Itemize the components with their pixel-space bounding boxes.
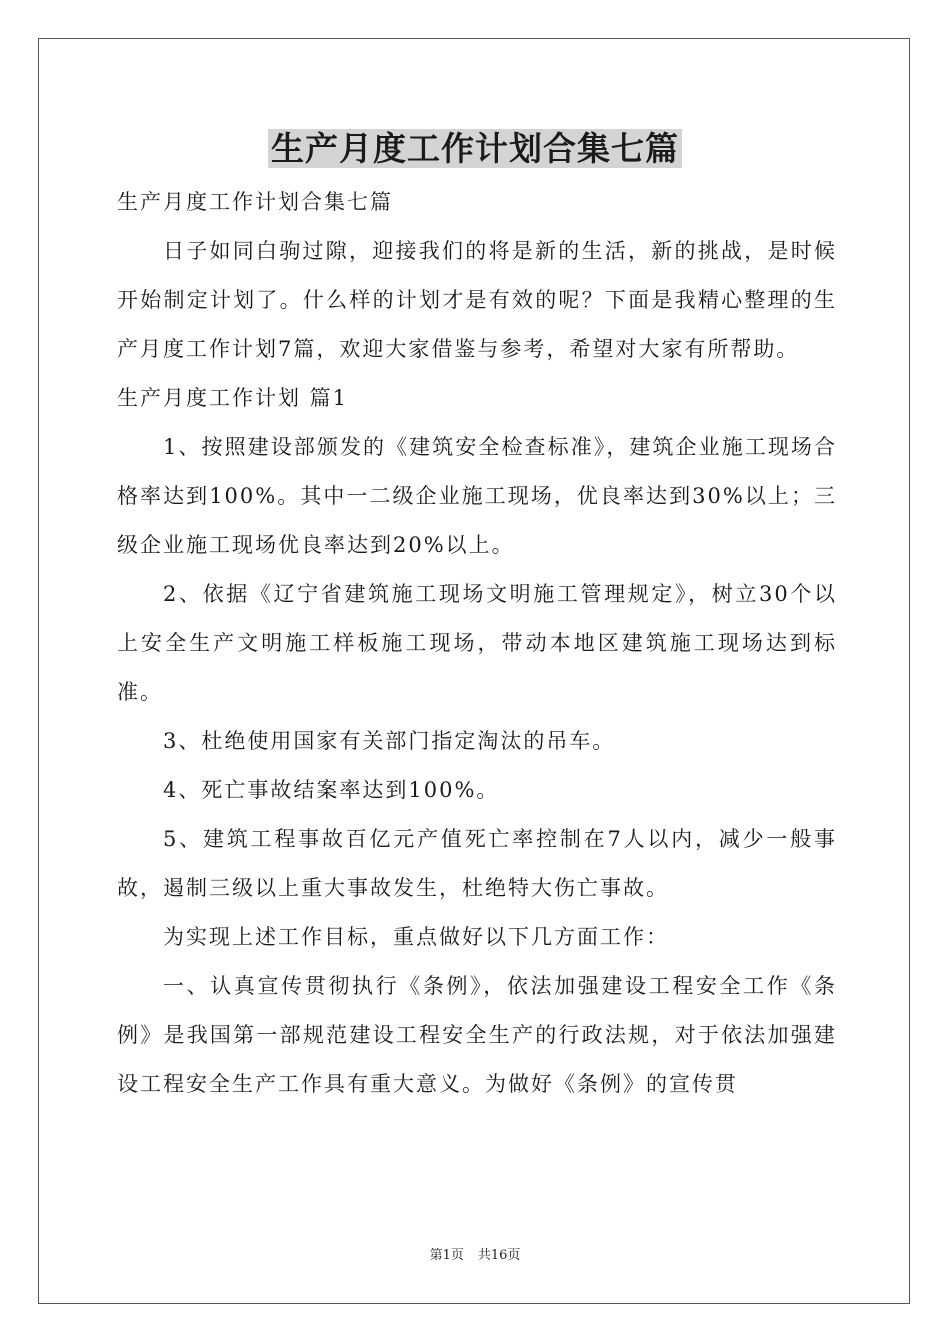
- document-title: [0, 126, 950, 172]
- paragraph-item-2: 2、依据《辽宁省建筑施工现场文明施工管理规定》，树立30个以上安全生产文明施工样板施工现场，带动本地区建筑施工现场达到标准。: [117, 582, 837, 704]
- paragraph-item-4: 4、死亡事故结案率达到100%。: [163, 778, 500, 802]
- page-total: 共16页: [477, 1248, 521, 1263]
- paragraph-goals-intro: 为实现上述工作目标，重点做好以下几方面工作：: [163, 925, 669, 949]
- page-number: 第1页: [429, 1248, 464, 1263]
- document-title-text: 生产月度工作计划合集七篇: [268, 129, 682, 168]
- paragraph-item-1: 1、按照建设部颁发的《建筑安全检查标准》，建筑企业施工现场合格率达到100%。其中一二级企业施工现场，优良率达到30%以上；三级企业施工现场优良率达到20%以上。: [117, 435, 837, 557]
- paragraph-item-5: 5、建筑工程事故百亿元产值死亡率控制在7人以内，减少一般事故，遏制三级以上重大事故发生，杜绝特大伤亡事故。: [117, 827, 837, 900]
- section-heading: 生产月度工作计划 篇1: [117, 386, 349, 410]
- document-body: [117, 178, 837, 1109]
- paragraph-section-one: 一、认真宣传贯彻执行《条例》，依法加强建设工程安全工作《条例》是我国第一部规范建设工程安全生产的行政法规，对于依法加强建设工程安全生产工作具有重大意义。为做好《条例》的宣传贯: [117, 974, 837, 1096]
- paragraph-item-3: 3、杜绝使用国家有关部门指定淘汰的吊车。: [163, 729, 616, 753]
- paragraph-subtitle: 生产月度工作计划合集七篇: [117, 190, 393, 214]
- page-footer: [0, 1247, 950, 1265]
- paragraph-intro: 日子如同白驹过隙，迎接我们的将是新的生活，新的挑战，是时候开始制定计划了。什么样的计划才是有效的呢？下面是我精心整理的生产月度工作计划7篇，欢迎大家借鉴与参考，希望对大家有所帮助。: [117, 239, 837, 361]
